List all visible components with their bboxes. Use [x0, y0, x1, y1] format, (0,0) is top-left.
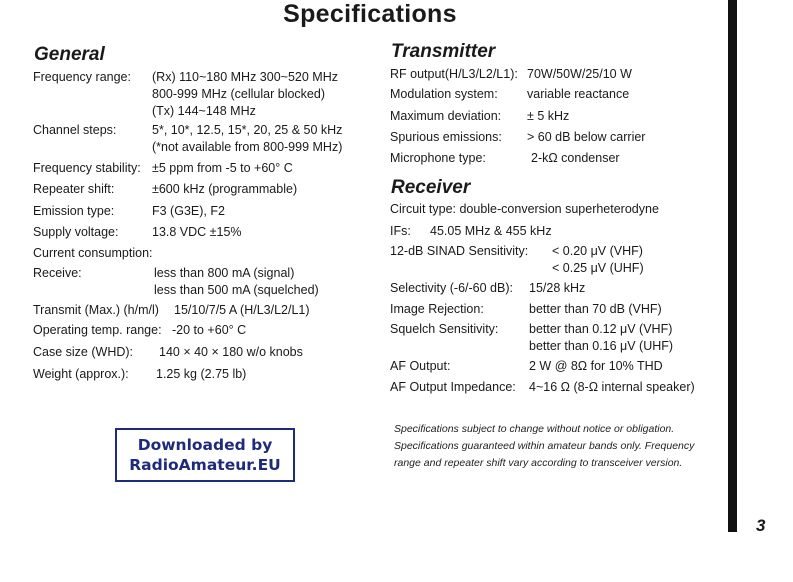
spec-value: 15/28 kHz: [529, 281, 586, 295]
spec-label: Spurious emissions:: [390, 130, 502, 144]
spec-value: better than 0.12 μV (VHF): [529, 322, 673, 336]
spec-value: < 0.25 μV (UHF): [552, 261, 644, 275]
spec-value: better than 0.16 μV (UHF): [529, 339, 674, 353]
page-title: Specifications: [283, 0, 457, 28]
spec-label: RF output(H/L3/L2/L1):: [390, 67, 518, 81]
spec-label: Modulation system:: [390, 87, 498, 101]
spec-value: (Tx) 144~148 MHz: [152, 104, 256, 118]
page-number: 3: [756, 516, 766, 535]
spec-value: > 60 dB below carrier: [527, 130, 646, 144]
spec-circuit-type: Circuit type: double-conversion superheterodyne: [390, 202, 659, 216]
spec-label: Weight (approx.):: [33, 367, 129, 381]
watermark-line: RadioAmateur.EU: [129, 456, 281, 474]
transmitter-heading: Transmitter: [391, 41, 496, 62]
spec-label: Image Rejection:: [390, 302, 484, 316]
watermark-line: Downloaded by: [137, 436, 273, 454]
spec-label: AF Output:: [390, 359, 451, 373]
spec-value: ±600 kHz (programmable): [152, 182, 298, 196]
spec-label: Frequency range:: [33, 70, 131, 84]
spec-label: Selectivity (-6/-60 dB):: [390, 281, 513, 295]
spec-value: 13.8 VDC ±15%: [152, 225, 242, 239]
spec-value: 800-999 MHz (cellular blocked): [152, 87, 325, 101]
spec-label: Frequency stability:: [33, 161, 141, 175]
spec-value: ±5 ppm from -5 to +60° C: [152, 161, 293, 175]
spec-value: (Rx) 110~180 MHz 300~520 MHz: [152, 70, 338, 84]
spec-label: Microphone type:: [390, 151, 486, 165]
spec-label: Channel steps:: [33, 123, 117, 137]
spec-value: F3 (G3E), F2: [152, 204, 225, 218]
specifications-note: Specifications subject to change without notice or obligation. Specifications guaranteed within amateur bands only. Frequency range and repeater shift vary according to transceiver version.: [394, 423, 695, 469]
spec-value: 4~16 Ω (8-Ω internal speaker): [529, 380, 695, 394]
spec-value: 15/10/7/5 A (H/L3/L2/L1): [174, 303, 310, 317]
spec-value: less than 500 mA (squelched): [154, 283, 319, 297]
receiver-heading: Receiver: [391, 177, 471, 198]
spec-value: variable reactance: [527, 87, 630, 101]
download-watermark: [115, 428, 295, 482]
general-heading: General: [34, 44, 105, 65]
spec-label: Maximum deviation:: [390, 109, 502, 123]
spec-label: 12-dB SINAD Sensitivity:: [390, 244, 529, 258]
spec-value: 2-kΩ condenser: [531, 151, 620, 165]
spec-value: -20 to +60° C: [172, 323, 247, 337]
spec-label: Operating temp. range:: [33, 323, 162, 337]
spec-value: 5*, 10*, 12.5, 15*, 20, 25 & 50 kHz: [152, 123, 343, 137]
spec-value: < 0.20 μV (VHF): [552, 244, 643, 258]
page-edge-bar: [728, 0, 737, 532]
spec-label: Repeater shift:: [33, 182, 115, 196]
spec-label: Receive:: [33, 266, 82, 280]
spec-value: 45.05 MHz & 455 kHz: [430, 224, 552, 238]
spec-label: IFs:: [390, 224, 411, 238]
spec-label: Squelch Sensitivity:: [390, 322, 499, 336]
spec-label: Current consumption:: [33, 246, 153, 260]
spec-value: (*not available from 800-999 MHz): [152, 140, 343, 154]
spec-value: 70W/50W/25/10 W: [527, 67, 632, 81]
spec-value: better than 70 dB (VHF): [529, 302, 662, 316]
spec-label: AF Output Impedance:: [390, 380, 516, 394]
spec-value: 2 W @ 8Ω for 10% THD: [529, 359, 663, 373]
spec-value: less than 800 mA (signal): [154, 266, 295, 280]
spec-value: 1.25 kg (2.75 lb): [156, 367, 247, 381]
spec-value: 140 × 40 × 180 w/o knobs: [159, 345, 303, 359]
spec-label: Supply voltage:: [33, 225, 119, 239]
spec-label: Case size (WHD):: [33, 345, 134, 359]
spec-value: ± 5 kHz: [527, 109, 570, 123]
spec-label: Emission type:: [33, 204, 115, 218]
spec-label: Transmit (Max.) (h/m/l): [33, 303, 159, 317]
